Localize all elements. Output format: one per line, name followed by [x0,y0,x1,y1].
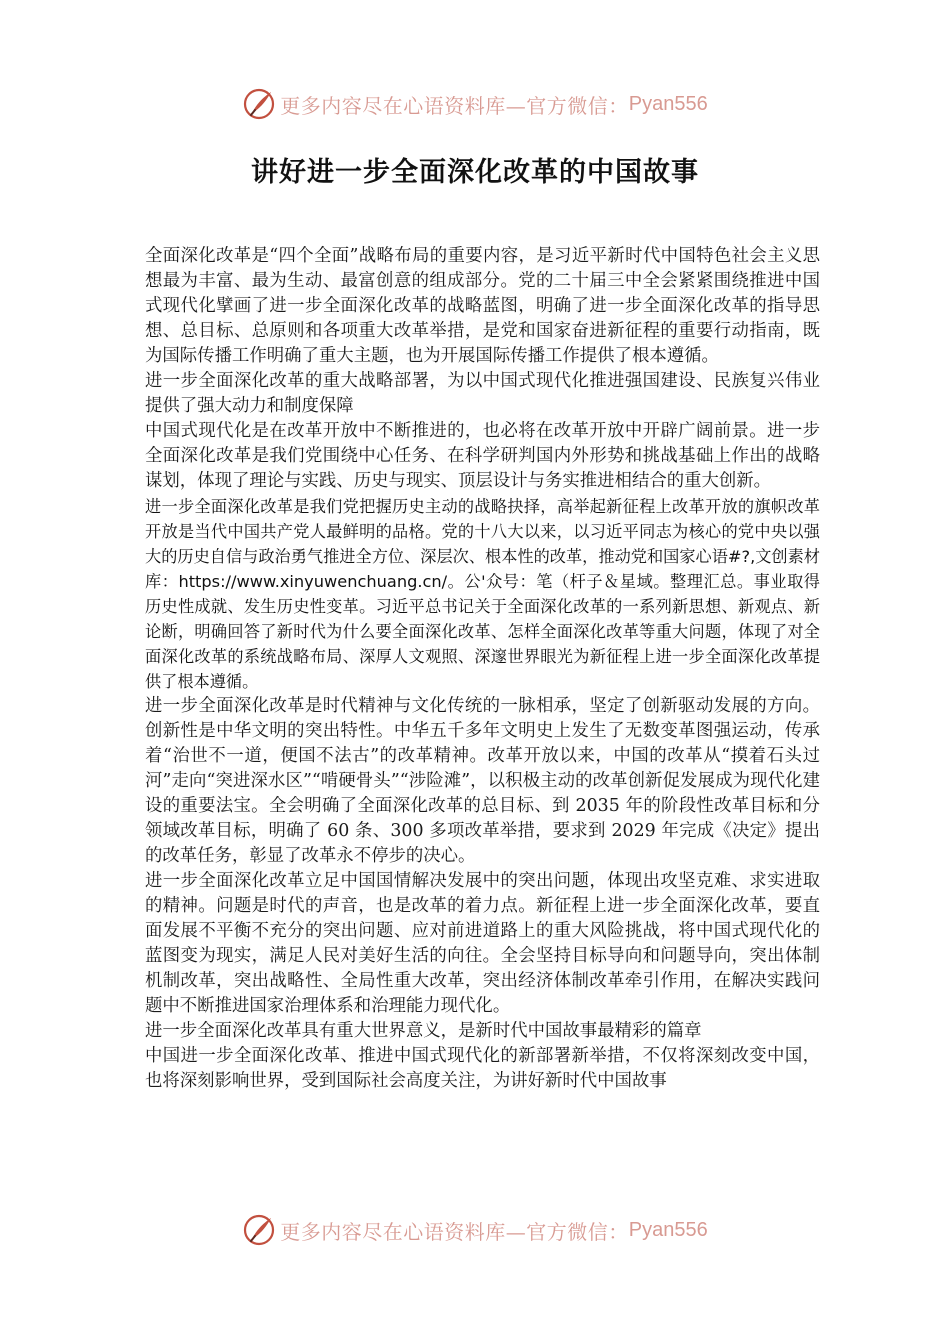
document-body [145,244,820,1094]
paragraph: 全面深化改革是“四个全面”战略布局的重要内容，是习近平新时代中国特色社会主义思想最为丰富、最为生动、最富创意的组成部分。党的二十届三中全会紧紧围绕推进中国式现代化擘画了进一步全面深化改革的战略蓝图，明确了进一步全面深化改革的指导思想、总目标、总原则和各项重大改革举措，是党和国家奋进新征程的重要行动指南，既为国际传播工作明确了重大主题，也为开展国际传播工作提供了根本遵循。 [145,246,820,366]
section-heading: 进一步全面深化改革具有重大世界意义，是新时代中国故事最精彩的篇章 [145,1021,702,1041]
banner-text: 更多内容尽在心语资料库—官方微信： [280,1219,629,1244]
banner-text: 更多内容尽在心语资料库—官方微信： [280,93,629,118]
paragraph: 进一步全面深化改革是我们党把握历史主动的战略抉择，高举起新征程上改革开放的旗帜改革开放是当代中国共产党人最鲜明的品格。党的十八大以来，以习近平同志为核心的党中央以强大的历史自信与政治勇气推进全方位、深层次、根本性的改革，推动党和国家心语#?,文创素材库：https://www.xinyuwenchuang.cn/。公'众号：笔（杆子＆星域。整理汇总。事业取得历史性成就、发生历史性变革。习近平总书记关于全面深化改革的一系列新思想、新观点、新论断，明确回答了新时代为什么要全面深化改革、怎样全面深化改革等重大问题，体现了对全面深化改革的系统战略布局、深厚人文观照、深邃世界眼光为新征程上进一步全面深化改革提供了根本遵循。 [145,497,820,691]
header-banner [0,86,950,122]
paragraph: 中国进一步全面深化改革、推进中国式现代化的新部署新举措，不仅将深刻改变中国，也将深刻影响世界，受到国际社会高度关注，为讲好新时代中国故事 [145,1046,820,1091]
feather-pen-icon [242,1213,276,1247]
section-heading: 进一步全面深化改革的重大战略部署，为以中国式现代化推进强国建设、民族复兴伟业提供了强大动力和制度保障 [145,371,820,416]
paragraph: 中国式现代化是在改革开放中不断推进的，也必将在改革开放中开辟广阔前景。进一步全面深化改革是我们党围绕中心任务、在科学研判国内外形势和挑战基础上作出的战略谋划，体现了理论与实践、历史与现实、顶层设计与务实推进相结合的重大创新。 [145,421,820,491]
document-title: 讲好进一步全面深化改革的中国故事 [251,157,699,188]
banner-handle: Pyan556 [628,1218,708,1241]
footer-banner [0,1212,950,1248]
banner-handle: Pyan556 [628,92,708,115]
paragraph: 进一步全面深化改革立足中国国情解决发展中的突出问题，体现出攻坚克难、求实进取的精神。问题是时代的声音，也是改革的着力点。新征程上进一步全面深化改革，要直面发展不平衡不充分的突出问题、应对前进道路上的重大风险挑战，将中国式现代化的蓝图变为现实，满足人民对美好生活的向往。全会坚持目标导向和问题导向，突出体制机制改革，突出战略性、全局性重大改革，突出经济体制改革牵引作用，在解决实践问题中不断推进国家治理体系和治理能力现代化。 [145,871,820,1016]
feather-pen-icon [242,87,276,121]
paragraph: 进一步全面深化改革是时代精神与文化传统的一脉相承，坚定了创新驱动发展的方向。创新性是中华文明的突出特性。中华五千多年文明史上发生了无数变革图强运动，传承着“治世不一道，便国不法古”的改革精神。改革开放以来，中国的改革从“摸着石头过河”走向“突进深水区”“啃硬骨头”“涉险滩”，以积极主动的改革创新促发展成为现代化建设的重要法宝。全会明确了全面深化改革的总目标、到 2035 年的阶段性改革目标和分领域改革目标，明确了 60 条、300 多项改革举措，要求到 2029 年完成《决定》提出的改革任务，彰显了改革永不停步的决心。 [145,696,820,866]
